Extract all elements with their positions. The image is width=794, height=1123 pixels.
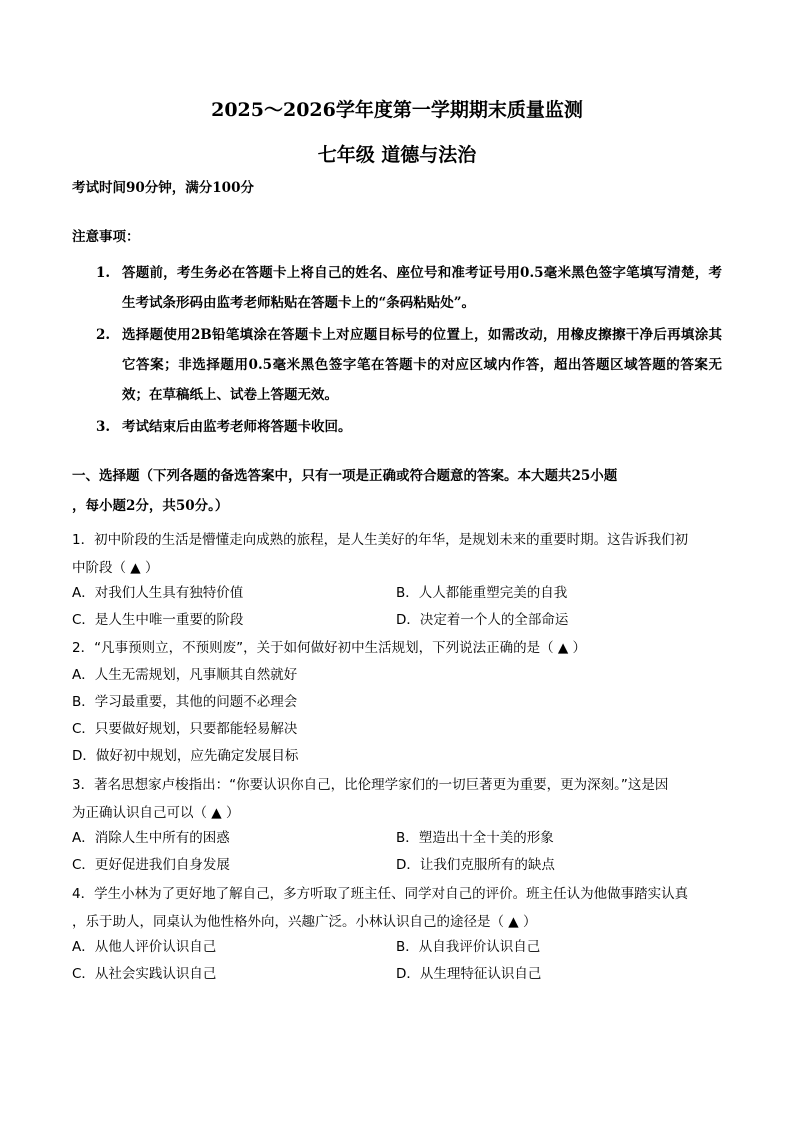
option-d: D．让我们克服所有的缺点: [396, 857, 555, 873]
option-row: [72, 825, 722, 852]
notice-item: [96, 320, 722, 410]
option-a: A．对我们人生具有独特价值: [72, 585, 244, 601]
option-b: B．从自我评价认识自己: [396, 939, 541, 955]
question-stem-line: ，乐于助人，同桌认为他性格外向，兴趣广泛。小林认识自己的途径是（ ▲ ）: [72, 914, 537, 930]
notice-item-text: 选择题使用2B铅笔填涂在答题卡上对应题目标号的位置上，如需改动，用橡皮擦擦干净后再填涂其它答案；非选择题用0.5毫米黑色签字笔在答题卡的对应区域内作答，超出答题区域答题的答案无效；在草稿纸上、试卷上答题无效。: [122, 327, 722, 403]
question-stem-line: 2．“凡事预则立，不预则废”，关于如何做好初中生活规划，下列说法正确的是（ ▲ ）: [72, 640, 587, 656]
question-stem: [72, 771, 722, 827]
question-stem-line: 为正确认识自己可以（ ▲ ）: [72, 805, 240, 821]
option-row: [72, 852, 722, 879]
option-row: [72, 961, 722, 988]
notice-item-text: 答题前，考生务必在答题卡上将自己的姓名、座位号和准考证号用0.5毫米黑色签字笔填写清楚，考生考试条形码由监考老师粘贴在答题卡上的“条码粘贴处”。: [122, 265, 722, 311]
option-c: C．更好促进我们自身发展: [72, 857, 230, 873]
option-a: A．从他人评价认识自己: [72, 939, 217, 955]
notice-item: [96, 258, 722, 318]
exam-title: 2025～2026学年度第一学期期末质量监测: [211, 99, 583, 121]
option-a: A．消除人生中所有的困惑: [72, 830, 230, 846]
question-stem-line: 3．著名思想家卢梭指出：“你要认识你自己，比伦理学家们的一切巨著更为重要，更为深刻。”这是因: [72, 777, 669, 793]
question-stem-line: 中阶段（ ▲ ）: [72, 560, 159, 576]
option-c: C．是人生中唯一重要的阶段: [72, 612, 244, 628]
option-b: B．人人都能重塑完美的自我: [396, 585, 568, 601]
question-stem: [72, 880, 722, 936]
question-stem: [72, 526, 722, 582]
exam-time-info: 考试时间90分钟，满分100分: [72, 180, 254, 196]
option-d: D．决定着一个人的全部命运: [396, 612, 569, 628]
notice-title: 注意事项：: [72, 229, 140, 245]
section-heading-line: 一、选择题（下列各题的备选答案中，只有一项是正确或符合题意的答案。本大题共25小题: [72, 468, 618, 484]
notice-item-text: 考试结束后由监考老师将答题卡收回。: [122, 419, 352, 435]
option-c: C．只要做好规划，只要都能轻易解决: [72, 721, 298, 737]
question-stem: [72, 634, 722, 662]
section-heading-line: ，每小题2分，共50分。）: [72, 498, 229, 514]
option-a: A．人生无需规划，凡事顺其自然就好: [72, 667, 298, 683]
option-d: D．做好初中规划，应先确定发展目标: [72, 748, 299, 764]
section-heading: [72, 461, 722, 521]
notice-item-number: 3.: [96, 419, 111, 435]
option-row: [72, 580, 722, 607]
option-row: [72, 607, 722, 634]
notice-item-number: 1.: [96, 265, 111, 281]
question-stem-line: 1．初中阶段的生活是懵懂走向成熟的旅程，是人生美好的年华，是规划未来的重要时期。这告诉我们初: [72, 532, 689, 548]
notice-item-number: 2.: [96, 327, 111, 343]
option-row: [72, 934, 722, 961]
exam-subtitle: 七年级 道德与法治: [317, 144, 477, 166]
option-d: D．从生理特征认识自己: [396, 966, 542, 982]
option-c: C．从社会实践认识自己: [72, 966, 217, 982]
question-stem-line: 4．学生小林为了更好地了解自己，多方听取了班主任、同学对自己的评价。班主任认为他做事踏实认真: [72, 886, 689, 902]
notice-item: [96, 412, 722, 442]
option-b: B．塑造出十全十美的形象: [396, 830, 554, 846]
option-b: B．学习最重要，其他的问题不必理会: [72, 694, 298, 710]
